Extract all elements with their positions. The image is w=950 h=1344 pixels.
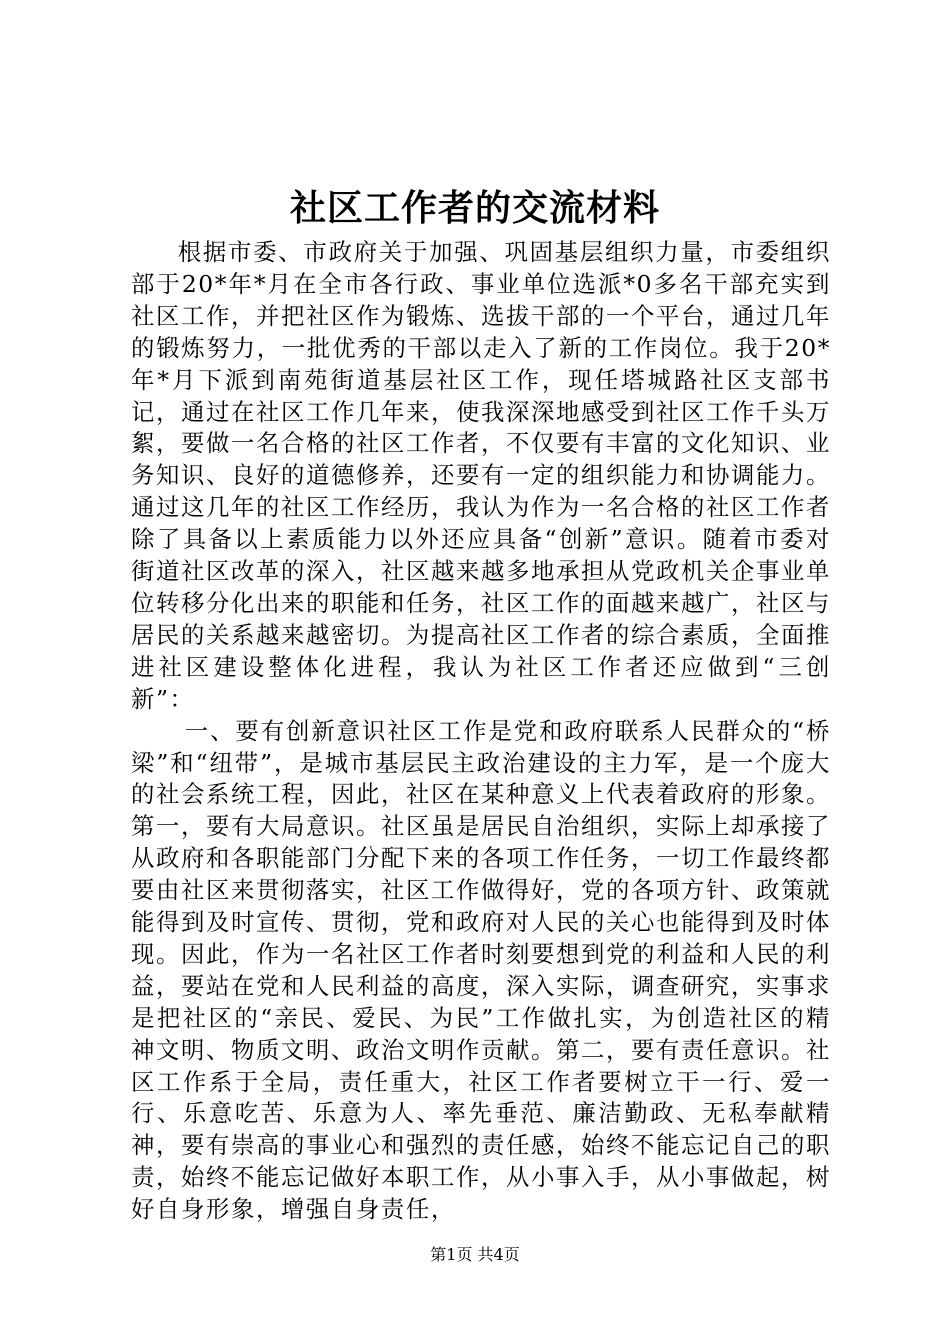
document-body <box>131 237 831 1226</box>
document-title: 社区工作者的交流材料 <box>289 187 660 229</box>
body-paragraph-section-one: 一、要有创新意识社区工作是党和政府联系人民群众的“桥梁”和“纽带”，是城市基层民主政治建设的主力军，是一个庞大的社会系统工程，因此，社区在某种意义上代表着政府的形象。第一，要有大局意识。社区虽是居民自治组织，实际上却承接了从政府和各职能部门分配下来的各项工作任务，一切工作最终都要由社区来贯彻落实，社区工作做得好，党的各项方针、政策就能得到及时宣传、贯彻，党和政府对人民的关心也能得到及时体现。因此，作为一名社区工作者时刻要想到党的利益和人民的利益，要站在党和人民利益的高度，深入实际，调查研究，实事求是把社区的“亲民、爱民、为民”工作做扎实，为创造社区的精神文明、物质文明、政治文明作贡献。第二，要有责任意识。社区工作系于全局，责任重大，社区工作者要树立干一行、爱一行、乐意吃苦、乐意为人、率先垂范、廉洁勤政、无私奉献精神，要有崇高的事业心和强烈的责任感，始终不能忘记自己的职责，始终不能忘记做好本职工作，从小事入手，从小事做起，树好自身形象，增强自身责任， <box>131 716 831 1224</box>
body-paragraph-intro: 根据市委、市政府关于加强、巩固基层组织力量，市委组织部于20*年*月在全市各行政、事业单位选派*0多名干部充实到社区工作，并把社区作为锻炼、选拔干部的一个平台，通过几年的锻炼努力，一批优秀的干部以走入了新的工作岗位。我于20*年*月下派到南苑街道基层社区工作，现任塔城路社区支部书记，通过在社区工作几年来，使我深深地感受到社区工作千头万絮，要做一名合格的社区工作者，不仅要有丰富的文化知识、业务知识、良好的道德修养，还要有一定的组织能力和协调能力。通过这几年的社区工作经历，我认为作为一名合格的社区工作者除了具备以上素质能力以外还应具备“创新”意识。随着市委对街道社区改革的深入，社区越来越多地承担从党政机关企事业单位转移分化出来的职能和任务，社区工作的面越来越广，社区与居民的关系越来越密切。为提高社区工作者的综合素质，全面推进社区建设整体化进程，我认为社区工作者还应做到“三创新”： <box>131 238 831 713</box>
page-number-footer: 第1页 共4页 <box>430 1245 520 1264</box>
